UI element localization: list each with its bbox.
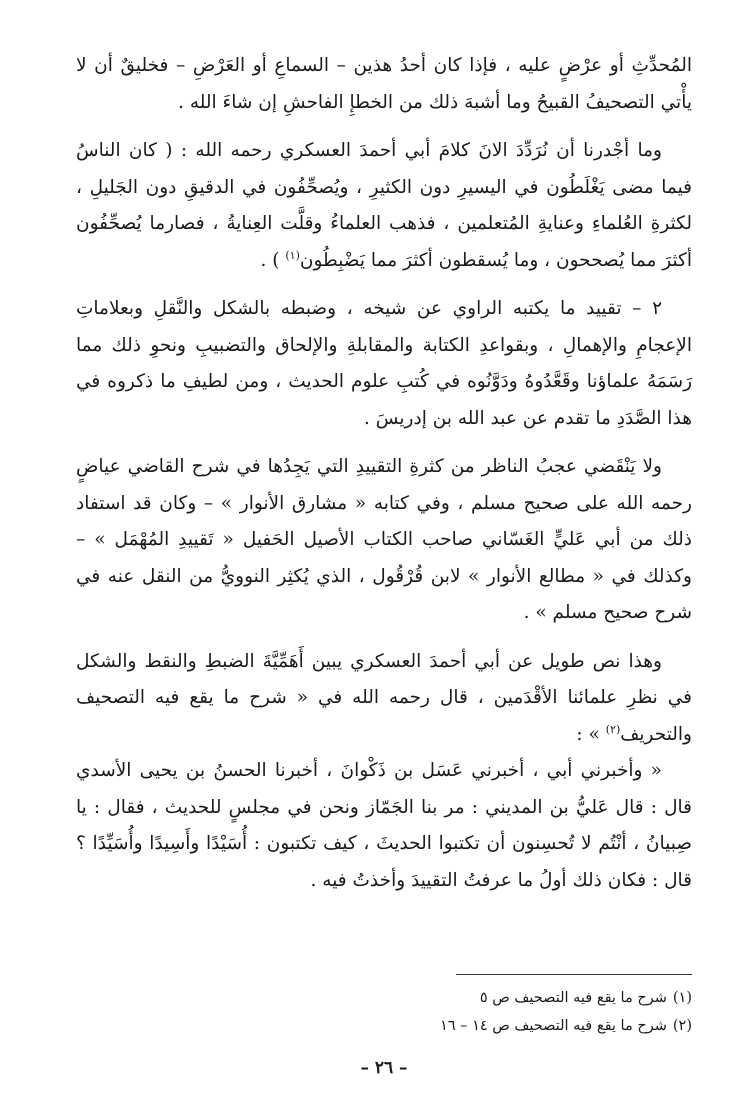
footnote-1-text: شرح ما يقع فيه التصحيف ص ٥ <box>479 990 667 1006</box>
paragraph-2-text: وما أجْدرنا أن نُرَدِّدَ الانَ كلامَ أبي أحمدَ العسكري رحمه الله : ( كان الناسُ فيما مضى يَغْلَطُون في اليسيرِ دون الكثيرِ ، ويُصحِّفُون في الدقيقِ دون الجَليلِ ، لكثرةِ العُلماءِ وعنايةِ المُتعلمين ، فذهب العلماءُ وقلَّت العِنايةُ ، فصارما يُصحِّفُون أكثرَ مما يُصححون ، وما يُسقطون أكثرَ مما يَضْبِطُون <box>76 140 692 271</box>
paragraph-5-closing: » : <box>576 723 606 745</box>
footnote-marker-1: (١) <box>285 248 300 262</box>
paragraph-2-closing: ) . <box>260 249 286 271</box>
footnote-1 <box>76 984 692 1012</box>
paragraph-5-text: وهذا نص طويل عن أبي أحمدَ العسكري يبين أَهَمِّيَّةَ الضبطِ والنقط والشكل في نظرِ علمائنا الأقْدَمين ، قال رحمه الله في « شرح ما يقع فيه التصحيف والتحريف <box>76 650 692 745</box>
footnotes <box>76 984 692 1040</box>
paragraph-4 <box>76 449 692 632</box>
book-page <box>76 48 692 1078</box>
page-number: – ٢٦ – <box>360 1058 408 1078</box>
paragraph-4-text: ولا يَنْقَضي عجبُ الناظر من كثرةِ التقييدِ التي يَجِدُها في شرح القاضي عياضٍ رحمه الله على صحيح مسلم ، وفي كتابه « مشارق الأنوار » – وكان قد استفاد ذلك من أبي عَليٍّ الغَسّاني صاحب الكتاب الأصيل الحَفيل « تَقييدِ المُهْمَل » – وكذلك في « مطالع الأنوار » لابن قُرْقُول ، الذي يُكثِر النوويُّ من النقل عنه في شرح صحيح مسلم » . <box>76 456 692 623</box>
paragraph-5 <box>76 644 692 754</box>
footnote-1-number: (١) <box>672 990 692 1006</box>
paragraph-2 <box>76 133 692 279</box>
footnote-2-text: شرح ما يقع فيه التصحيف ص ١٤ – ١٦ <box>440 1018 667 1034</box>
footnote-2-number: (٢) <box>672 1018 692 1034</box>
paragraph-3 <box>76 291 692 437</box>
footnote-2 <box>76 1012 692 1040</box>
footnote-separator <box>456 974 692 975</box>
paragraph-6-text: « وأخبرني أبي ، أخبرني عَسَل بن ذَكْوانَ ، أخبرنا الحسنُ بن يحيى الأسدي قال : قال عَليُّ بن المديني : مر بنا الجَمّاز ونحن في مجلسٍ للحديث ، فقال : يا صِبيانُ ، أنْتُم لا تُحسِنون أن تكتبوا الحديثَ ، كيف تكتبون : أُسَيْدًا وأَسِيدًا وأُسَيِّدًا ؟ قال : فكان ذلك أولُ ما عرفتُ التقييدَ وأخذتُ فيه . <box>76 760 692 891</box>
paragraph-6-quote <box>76 753 692 899</box>
paragraph-3-text: ٢ – تقييد ما يكتبه الراوي عن شيخه ، وضبطه بالشكل والنَّقلِ وبعلاماتِ الإعجامِ والإهمالِ ، وبقواعدِ الكتابة والمقابلةِ والإلحاق والتضبيبِ ونحوِ ذلك مما رَسَمَهُ علماؤنا وقَعَّدُوهُ ودَوَّنُوه في كُتبِ علوم الحديث ، ومن لطيفِ ما ذكروه في هذا الصَّدَدِ ما تقدم عن عبد الله بن إدريسَ . <box>76 298 692 429</box>
paragraph-1-text: المُحدِّثِ أو عرْضٍ عليه ، فإذا كان أحدُ هذين – السماعِ أو العَرْضِ – فخليقٌ أن لا يأْتي التصحيفُ القبيحُ وما أشبهَ ذلك من الخطإِ الفاحشِ إن شاءَ الله . <box>76 55 692 113</box>
paragraph-1 <box>76 48 692 121</box>
footnote-marker-2: (٢) <box>605 722 621 736</box>
